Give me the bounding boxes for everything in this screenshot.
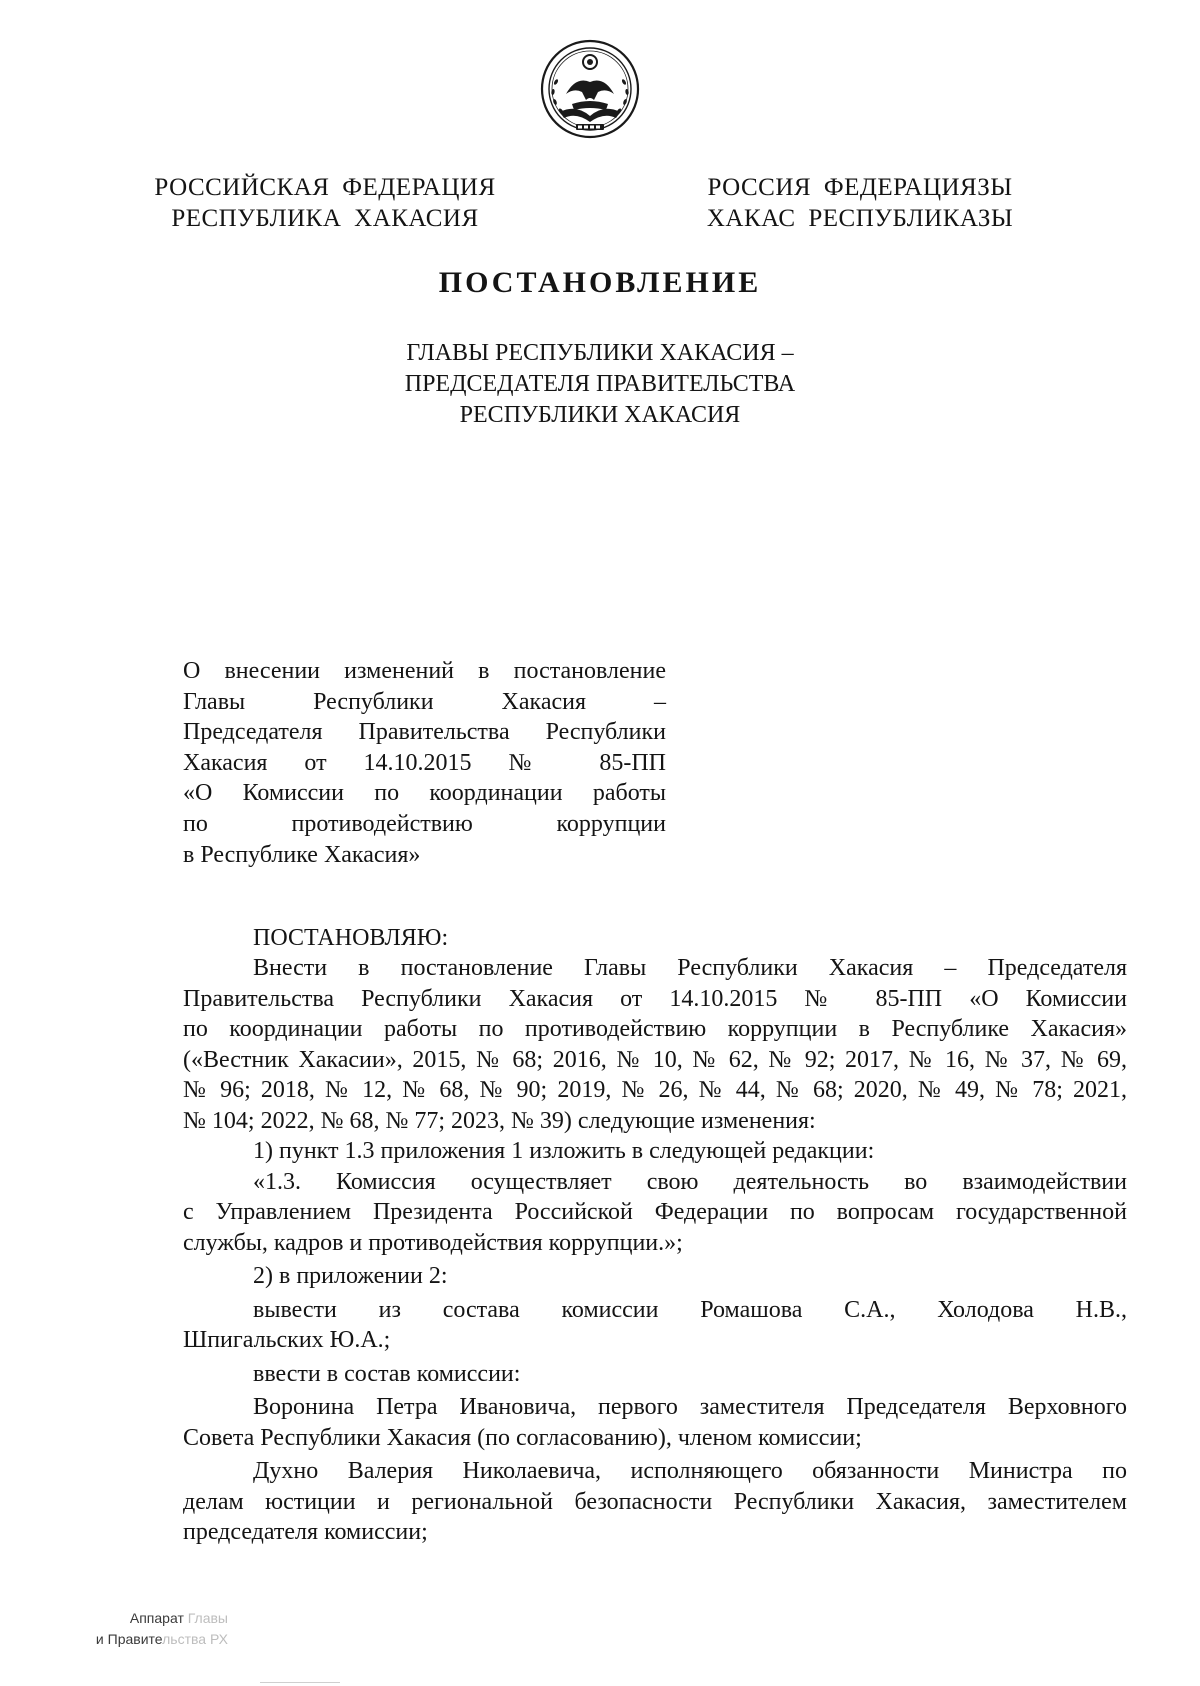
body-line: № 96; 2018, № 12, № 68, № 90; 2019, № 26, № 44, № 68; 2020, № 49, № 78; 2021, <box>183 1077 1127 1103</box>
subtitle-line: ГЛАВЫ РЕСПУБЛИКИ ХАКАСИЯ – <box>406 340 794 366</box>
subject-line: по противодействию коррупции <box>183 810 666 837</box>
stamp-line-1-text: Аппарат <box>129 1610 184 1626</box>
body-line: («Вестник Хакасии», 2015, № 68; 2016, № 10, № 62, № 92; 2017, № 16, № 37, № 69, <box>183 1046 1127 1073</box>
header-left-line-1: РОССИЙСКАЯ ФЕДЕРАЦИЯ <box>154 174 496 201</box>
body-line: Воронина Петра Ивановича, первого заместителя Председателя Верховного <box>253 1394 1127 1420</box>
resolve-heading: ПОСТАНОВЛЯЮ: <box>253 925 449 951</box>
body-line: Совета Республики Хакасия (по согласованию), членом комиссии; <box>183 1424 862 1451</box>
header-left <box>150 172 500 234</box>
header-right-line-2: ХАКАС РЕСПУБЛИКАЗЫ <box>706 205 1014 232</box>
header-left-line-2: РЕСПУБЛИКА ХАКАСИЯ <box>171 205 479 232</box>
body-line: 1) пункт 1.3 приложения 1 изложить в следующей редакции: <box>253 1138 875 1164</box>
stamp-line-2-text: и Правите <box>95 1631 163 1647</box>
body-line: Духно Валерия Николаевича, исполняющего обязанности Министра по <box>253 1458 1127 1484</box>
subject-line: Председателя Правительства Республики <box>183 719 666 746</box>
subject-line: «О Комиссии по координации работы <box>183 780 666 807</box>
coat-of-arms-svg <box>536 38 644 140</box>
subtitle-line: РЕСПУБЛИКИ ХАКАСИЯ <box>459 402 741 428</box>
office-stamp <box>58 1608 228 1650</box>
stamp-line-2 <box>58 1629 228 1650</box>
document-subject <box>183 656 666 870</box>
document-subtitle <box>300 338 900 431</box>
body-line: ввести в состав комиссии: <box>253 1360 521 1387</box>
subject-line: Хакасия от 14.10.2015 № 85-ПП <box>183 749 666 776</box>
body-line: «1.3. Комиссия осуществляет свою деятельность во взаимодействии <box>253 1168 1127 1195</box>
body-line: службы, кадров и противодействия коррупции.»; <box>183 1229 683 1256</box>
subject-line: Главы Республики Хакасия – <box>183 688 666 715</box>
stamp-line-1-faded: Главы <box>183 1610 228 1626</box>
body-line: № 104; 2022, № 68, № 77; 2023, № 39) следующие изменения: <box>183 1107 816 1134</box>
coat-of-arms-icon <box>536 38 644 140</box>
body-line: по координации работы по противодействию коррупции в Республике Хакасия» <box>183 1016 1127 1042</box>
body-line: председателя комиссии; <box>183 1519 428 1545</box>
header-right <box>700 172 1020 234</box>
scan-artifact-line <box>260 1682 340 1683</box>
header-right-line-1: РОССИЯ ФЕДЕРАЦИЯЗЫ <box>707 174 1013 201</box>
stamp-line-1 <box>58 1608 228 1629</box>
body-line: делам юстиции и региональной безопасности Республики Хакасия, заместителем <box>183 1488 1127 1515</box>
subject-line: О внесении изменений в постановление <box>183 658 666 684</box>
subtitle-line: ПРЕДСЕДАТЕЛЯ ПРАВИТЕЛЬСТВА <box>404 371 796 397</box>
stamp-line-2-faded: льства РХ <box>162 1631 228 1647</box>
document-body <box>183 953 1127 1548</box>
body-line: с Управлением Президента Российской Федерации по вопросам государственной <box>183 1199 1127 1225</box>
body-line: Внести в постановление Главы Республики Хакасия – Председателя <box>253 955 1127 981</box>
body-line: 2) в приложении 2: <box>253 1263 448 1289</box>
body-line: Шпигальских Ю.А.; <box>183 1327 391 1353</box>
subject-line: в Республике Хакасия» <box>183 841 421 868</box>
body-line: вывести из состава комиссии Ромашова С.А., Холодова Н.В., <box>253 1296 1127 1323</box>
document-title: ПОСТАНОВЛЕНИЕ <box>438 266 762 299</box>
body-line: Правительства Республики Хакасия от 14.10.2015 № 85-ПП «О Комиссии <box>183 985 1127 1012</box>
